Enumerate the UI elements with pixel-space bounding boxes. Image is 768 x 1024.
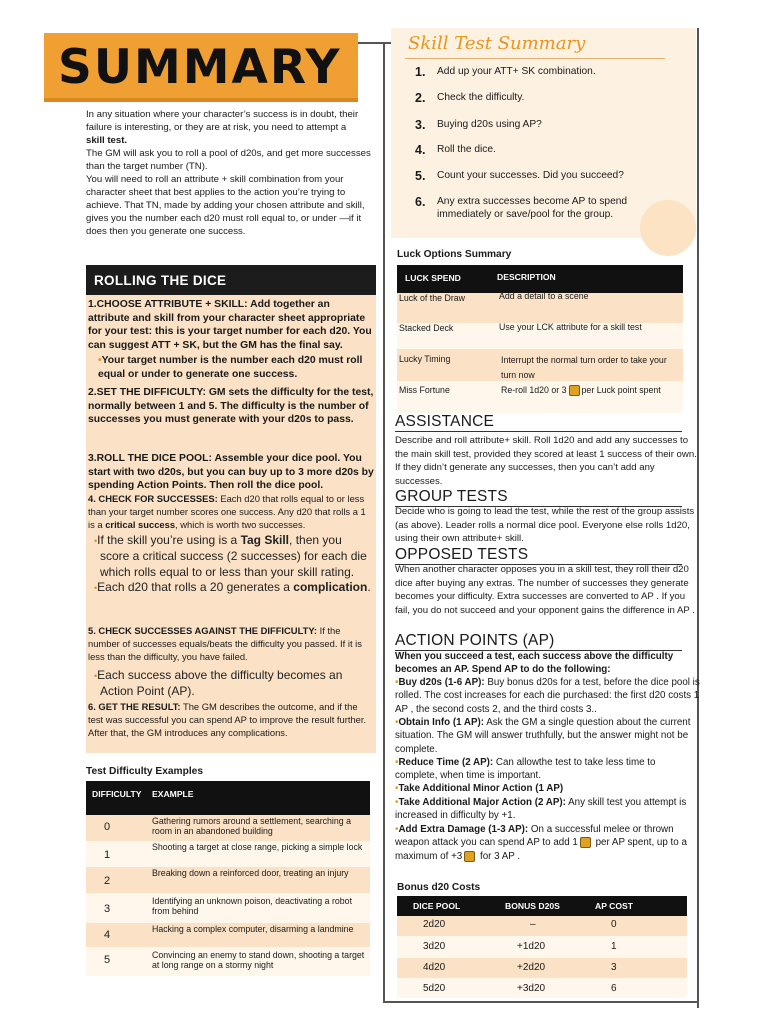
step-1-attsk: ATT + SK [151, 339, 197, 351]
summary-text: Count your successes. Did you succeed? [437, 170, 624, 181]
ap-item-label: Reduce Time (2 AP): [398, 757, 494, 768]
example-text: Convincing an enemy to stand down, shooting a target at long range on a stormy night [152, 950, 365, 970]
summary-text: Any extra successes become AP to spend immediately or save/pool for the group. [437, 196, 628, 221]
bullet-dot: • [395, 677, 399, 688]
step-6-text: The GM describes the outcome, and if the test was successful you can spend AP to improve the result further. After that, the GM introduces any complications. [88, 701, 367, 738]
bonus-d20s: +2d20 [517, 962, 546, 973]
bonus-caption: Bonus d20 Costs [397, 882, 481, 893]
bonus-d20s: +1d20 [517, 941, 546, 952]
summary-num: 1. [415, 65, 426, 79]
step-6 [86, 701, 376, 739]
intro-skill-test: skill test. [86, 135, 128, 147]
step-4-text2: , which is worth two successes. [175, 518, 306, 530]
miss-fortune-text: Re-roll 1d20 or 3 [501, 385, 567, 395]
table-row [86, 947, 370, 976]
ap-cost: 1 [611, 941, 617, 952]
bullet-dot: • [395, 783, 399, 794]
table-row [86, 815, 370, 841]
difficulty-value: 5 [104, 954, 111, 966]
ap-item-label: Take Additional Minor Action (1 AP) [398, 783, 564, 794]
difficulty-value: 4 [104, 929, 111, 941]
table-row [397, 349, 683, 381]
ap-extra-damage [395, 823, 700, 863]
luck-spend: Miss Fortune [399, 385, 450, 395]
summary-num: 5. [415, 169, 426, 183]
ap-item-text2: per AP spent, up to a maximum of +3 [395, 837, 687, 862]
col-dice-pool: DICE POOL [413, 901, 461, 911]
d20-icon [569, 385, 580, 396]
page-title: SUMMARY [58, 40, 342, 95]
table-row [86, 923, 370, 947]
ap-cost: 3 [611, 962, 617, 973]
step-4-text: Each d20 that rolls equal to or less than your target number scores one success. Any d20 that rolls a 1 is a [88, 493, 366, 530]
rolling-heading: ROLLING THE DICE [86, 265, 376, 295]
luck-description: Add a detail to a scene [499, 291, 589, 301]
ap-reduce-time [395, 756, 700, 783]
step-6-label: 6. GET THE RESULT: [88, 701, 181, 712]
bullet-dot: • [94, 671, 98, 681]
step-2-difficulty: difficulty [270, 387, 314, 398]
step-5-bullet-text: Each success above the difficulty becomes an Action Point (AP). [97, 668, 343, 699]
col-description: DESCRIPTION [497, 272, 556, 282]
ap-item-text: On a successful melee or thrown weapon attack you can spend AP to add 1 [395, 824, 674, 849]
summary-banner [44, 33, 358, 101]
combat-die-icon [580, 837, 591, 848]
ap-item-label: Obtain Info (1 AP): [398, 717, 485, 728]
group-tests-text: Decide who is going to lead the test, while the rest of the group assists (as above). Leader rolls a normal dice pool. Everyone else rolls 1d20, using their own attribute+ skill. [395, 506, 695, 545]
example-text: Hacking a complex computer, disarming a landmine [152, 924, 354, 934]
summary-text: Roll the dice. [437, 144, 496, 155]
ap-item-text: Any skill test you attempt is increased in difficulty by +1. [395, 797, 687, 822]
bonus-table-header [397, 896, 687, 916]
step-4 [86, 493, 376, 531]
example-text: Gathering rumors around a settlement, searching a room in an abandoned building [152, 816, 352, 836]
bullet-dot: • [395, 797, 399, 808]
example-text: Identifying an unknown poison, deactivating a robot from behind [152, 896, 353, 916]
step-1-target: target number [213, 326, 284, 338]
luck-spend: Lucky Timing [399, 354, 451, 364]
skill-test-summary-title: Skill Test Summary [408, 33, 586, 54]
dice-pool: 5d20 [423, 983, 446, 994]
difficulty-value: 2 [104, 875, 111, 887]
luck-table [397, 265, 683, 413]
table-row [397, 293, 683, 323]
opposed-tests-text: When another character opposes you in a skill test, they roll their d20 dice after buying any extras. The number of successes they generate becomes your difficulty. Extra successes are converted to AP . If you fail, you do not succeed and your opponent gains the difference in AP . [395, 564, 695, 616]
step-3-label: 3.ROLL THE DICE POOL: [88, 453, 212, 464]
table-row [397, 958, 687, 978]
difficulty-table-header [86, 781, 370, 815]
difficulty-caption: Test Difficulty Examples [86, 766, 204, 777]
difficulty-value: 3 [104, 903, 111, 915]
step-3-text: Assemble your dice pool. You start with two d20s, but you can buy up to 3 more d20s by spending [88, 453, 374, 492]
frame-center-line [383, 42, 385, 1002]
summary-num: 6. [415, 195, 426, 209]
complication: complication [293, 580, 368, 594]
table-row [86, 867, 370, 893]
summary-text: Check the difficulty. [437, 92, 525, 103]
intro-line-3: The GM will ask you to roll a pool of d20s, and get more successes than the target number (TN). [86, 148, 371, 173]
bullet-dot: • [94, 536, 98, 546]
table-row [397, 978, 687, 998]
step-1-bullet [86, 354, 376, 381]
dice-pool: 3d20 [423, 941, 446, 952]
difficulty-value: 1 [104, 849, 111, 861]
step-1-text: Add together an attribute and skill from your character sheet appropriate for your test: this is your [88, 299, 366, 338]
table-row [86, 893, 370, 923]
step-2-label: 2.SET THE DIFFICULTY: [88, 387, 206, 398]
summary-num: 2. [415, 91, 426, 105]
ap-buy-d20s [395, 676, 700, 716]
step-2-text: GM sets the [205, 387, 271, 398]
step-1 [86, 298, 376, 352]
miss-fortune-text2: per Luck point spent [581, 385, 661, 395]
table-row [86, 841, 370, 867]
ap-minor-action [395, 782, 700, 795]
ap-intro: When you succeed a test, each success above the difficulty becomes an AP. Spend AP to do the following: [395, 651, 674, 676]
ap-item-text3: for 3 AP . [477, 850, 521, 862]
table-row [397, 936, 687, 958]
summary-num: 3. [415, 118, 426, 132]
ap-item-text: Buy bonus d20s for a test, before the dice pool is rolled. The cost increases for each die purchased: the first d20 costs 1 AP , the second costs 2, and the third costs 3.. [395, 677, 700, 715]
bonus-d20s: – [530, 919, 536, 930]
assistance-heading: ASSISTANCE [395, 414, 682, 432]
tag-text2: , then you score a critical success (2 successes) for each die which rolls equal to or less than your skill rating. [100, 533, 367, 580]
example-text: Shooting a target at close range, picking a simple lock [152, 842, 363, 852]
frame-bottom-line [383, 1001, 699, 1003]
step-1-bullet-text: Your target number is the number each d20 must roll equal or under to generate one success. [98, 355, 363, 380]
step-4-label: 4. CHECK FOR SUCCESSES: [88, 493, 218, 504]
bullet-dot: • [94, 583, 98, 593]
step-3-ap: Action Points [136, 480, 204, 492]
ap-cost: 6 [611, 983, 617, 994]
twenty-text: Each d20 that rolls a 20 generates a [97, 580, 294, 594]
frame-top-line [355, 42, 395, 44]
summary-text: Buying d20s using AP? [437, 119, 542, 130]
ap-major-action [395, 796, 700, 823]
step-4-bullet-tag [86, 532, 376, 581]
col-luck-spend: LUCK SPEND [405, 273, 461, 283]
step-4-bullet-20 [86, 579, 376, 595]
bullet-dot: • [98, 355, 102, 366]
intro-line-1: In any situation where your character’s success is in doubt, their failure is interesting, or they are at risk, you need to attempt a [86, 109, 359, 134]
example-text: Breaking down a reinforced door, treating an injury [152, 868, 349, 878]
banner-edge [44, 98, 358, 102]
col-difficulty: DIFFICULTY [92, 789, 142, 799]
combat-die-icon [464, 851, 475, 862]
dice-pool: 4d20 [423, 962, 446, 973]
table-row [397, 381, 683, 413]
bullet-dot: • [395, 757, 399, 768]
step-5-bullet [86, 667, 376, 699]
col-ap-cost: AP COST [595, 901, 634, 911]
col-example: EXAMPLE [152, 789, 194, 799]
ap-item-text: Can allowthe test to take less time to complete, when time is important. [395, 757, 656, 782]
tag-text: If the skill you’re using is a [97, 533, 241, 547]
intro-line-4: You will need to roll an attribute + skill combination from your character sheet that best applies to the action you’re trying to achieve. That TN, made by adding your chosen attribute and skill, gives you the number each d20 must roll equal to, or under —if it does then you generate one success. [86, 174, 365, 238]
ap-item-label: Add Extra Damage (1-3 AP): [398, 824, 529, 835]
ap-item-label: Buy d20s (1-6 AP): [398, 677, 485, 688]
assistance-text: Describe and roll attribute+ skill. Roll 1d20 and add any successes to the main skill test, provided they scored at least 1 success of their own. If they didn’t generate any successes, then you can’t add any successes. [395, 435, 697, 487]
step-5-label: 5. CHECK SUCCESSES AGAINST THE DIFFICULTY: [88, 625, 318, 636]
step-1-text2: for each d20. You can suggest [88, 326, 372, 351]
group-tests-heading: GROUP TESTS [395, 489, 682, 507]
step-5 [86, 625, 376, 663]
luck-spend: Luck of the Draw [399, 293, 466, 303]
action-points-heading: ACTION POINTS (AP) [395, 633, 682, 651]
dice-pool: 2d20 [423, 919, 446, 930]
step-1-text3: , but the GM has the final say. [196, 339, 343, 351]
ap-item-text: Ask the GM a single question about the current situation. The GM will answer truthfully, but the answer might not be complete. [395, 717, 691, 755]
luck-spend: Stacked Deck [399, 323, 454, 333]
ap-item-label: Take Additional Major Action (2 AP): [398, 797, 566, 808]
tag-skill: Tag Skill [240, 533, 290, 547]
twenty-text2: . [367, 580, 371, 594]
col-bonus-d20s: BONUS D20S [505, 901, 560, 911]
luck-description: Use your LCK attribute for a skill test [499, 322, 642, 332]
step-2 [86, 386, 376, 427]
table-row [397, 323, 683, 349]
difficulty-value: 0 [104, 821, 111, 833]
step-4-critical: critical success [105, 518, 176, 530]
bonus-table [397, 896, 687, 998]
ap-obtain-info [395, 716, 700, 756]
step-1-label: 1.CHOOSE ATTRIBUTE + SKILL: [88, 299, 248, 310]
step-5-text: If the number of successes equals/beats the difficulty you passed. If it is less than the difficulty, you have failed. [88, 625, 362, 662]
bonus-d20s: +3d20 [517, 983, 546, 994]
step-2-text2: for the test, normally between 1 and 5. The difficulty is the number of successes you must generate with your d20s to pass. [88, 387, 374, 426]
step-3 [86, 452, 376, 493]
bullet-dot: • [395, 824, 399, 835]
table-row [397, 916, 687, 936]
ap-cost: 0 [611, 919, 617, 930]
summary-text: Add up your ATT+ SK combination. [437, 66, 596, 77]
bullet-dot: • [395, 717, 399, 728]
luck-caption: Luck Options Summary [397, 249, 512, 260]
luck-table-header [397, 265, 683, 293]
opposed-tests-heading: OPPOSED TESTS [395, 547, 682, 565]
step-3-text2: . Then roll the dice pool. [203, 480, 324, 492]
intro-text [86, 108, 376, 238]
difficulty-table [86, 781, 370, 976]
summary-num: 4. [415, 143, 426, 157]
luck-description [501, 383, 676, 398]
luck-description: Interrupt the normal turn order to take your turn now [501, 355, 667, 380]
summary-title-rule [405, 58, 665, 59]
